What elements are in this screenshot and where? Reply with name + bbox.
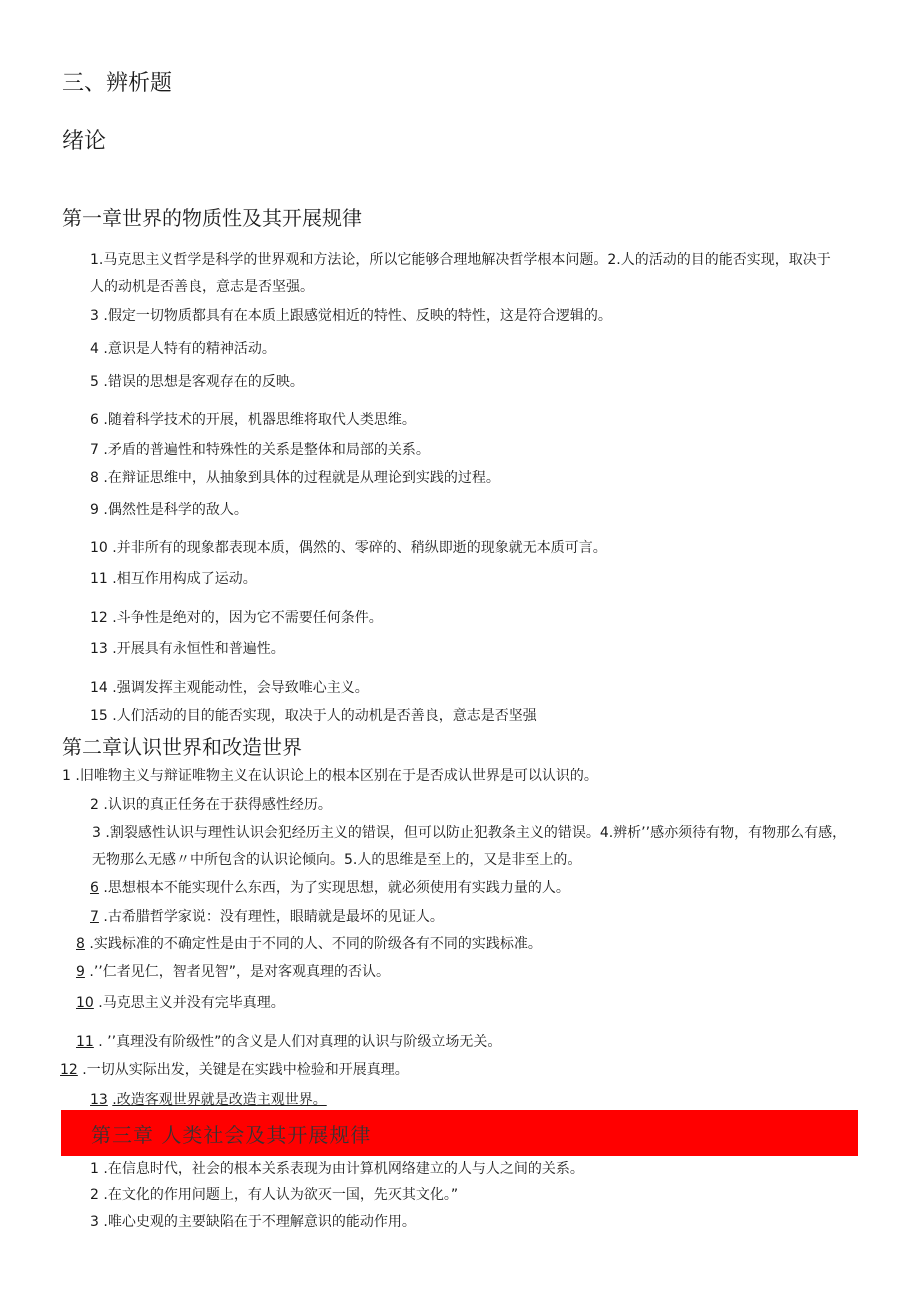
ch2-item-11: 11 . ’’真理没有阶级性”的含义是人们对真理的认识与阶级立场无关。 — [76, 1034, 502, 1050]
ch1-item-13: 13 .开展具有永恒性和普遍性。 — [90, 641, 285, 657]
ch3-item-2: 2 .在文化的作用问题上，有人认为欲灭一国，先灭其文化。” — [90, 1187, 459, 1203]
ch1-item-1-2: 1.马克思主义哲学是科学的世界观和方法论，所以它能够合理地解决哲学根本问题。2.人的活动的目的能否实现，取决于人的动机是否善良，意志是否坚强。 — [90, 252, 831, 295]
ch1-item-11: 11 .相互作用构成了运动。 — [90, 571, 257, 587]
ch3-item-1: 1 .在信息时代，社会的根本关系表现为由计算机网络建立的人与人之间的关系。 — [90, 1161, 584, 1177]
ch2-item-7: 7 .古希腊哲学家说：没有理性，眼睛就是最坏的见证人。 — [90, 909, 444, 925]
ch1-item-9: 9 .偶然性是科学的敌人。 — [90, 502, 248, 518]
chapter-1-heading: 第一章世界的物质性及其开展规律 — [62, 206, 362, 230]
ch2-item-3-5: 3 .割裂感性认识与理性认识会犯经历主义的错误，但可以防止犯教条主义的错误。4.辨析’’感亦须待有物，有物那么有感，无物那么无感〃中所包含的认识论倾向。5.人的思维是至上的，又是非至上的。 — [92, 825, 847, 868]
ch1-item-3: 3 .假定一切物质都具有在本质上跟感觉相近的特性、反映的特性，这是符合逻辑的。 — [90, 308, 612, 324]
ch2-item-10: 10 .马克思主义并没有完毕真理。 — [76, 995, 285, 1011]
ch1-item-15: 15 .人们活动的目的能否实现，取决于人的动机是否善良，意志是否坚强 — [90, 708, 537, 724]
ch2-item-2: 2 .认识的真正任务在于获得感性经历。 — [90, 797, 332, 813]
intro-heading: 绪论 — [62, 129, 107, 154]
ch1-item-14: 14 .强调发挥主观能动性，会导致唯心主义。 — [90, 680, 369, 696]
ch1-item-8: 8 .在辩证思维中，从抽象到具体的过程就是从理论到实践的过程。 — [90, 470, 500, 486]
ch1-item-5: 5 .错误的思想是客观存在的反映。 — [90, 374, 304, 390]
ch1-item-12: 12 .斗争性是绝对的，因为它不需要任何条件。 — [90, 610, 383, 626]
chapter-2-heading: 第二章认识世界和改造世界 — [62, 735, 302, 759]
ch2-item-8: 8 .实践标准的不确定性是由于不同的人、不同的阶级各有不同的实践标准。 — [76, 936, 542, 952]
ch2-item-9: 9 .’’仁者见仁，智者见智”，是对客观真理的否认。 — [76, 964, 390, 980]
ch1-item-10: 10 .并非所有的现象都表现本质，偶然的、零碎的、稍纵即逝的现象就无本质可言。 — [90, 540, 607, 556]
chapter-3-heading: 第三章 人类社会及其开展规律 — [91, 1123, 372, 1147]
ch3-item-3: 3 .唯心史观的主要缺陷在于不理解意识的能动作用。 — [90, 1214, 416, 1230]
ch2-item-6: 6 .思想根本不能实现什么东西，为了实现思想，就必须使用有实践力量的人。 — [90, 880, 570, 896]
ch2-item-1: 1 .旧唯物主义与辩证唯物主义在认识论上的根本区别在于是否成认世界是可以认识的。 — [62, 768, 598, 784]
ch1-item-4: 4 .意识是人特有的精神活动。 — [90, 341, 276, 357]
ch1-item-7: 7 .矛盾的普遍性和特殊性的关系是整体和局部的关系。 — [90, 442, 430, 458]
page-title: 三、辨析题 — [62, 71, 173, 96]
ch2-item-13: 13 .改造客观世界就是改造主观世界。 — [90, 1092, 327, 1108]
ch1-item-6: 6 .随着科学技术的开展，机器思维将取代人类思维。 — [90, 412, 416, 428]
ch2-item-12: 12 .一切从实际出发，关键是在实践中检验和开展真理。 — [60, 1062, 409, 1078]
